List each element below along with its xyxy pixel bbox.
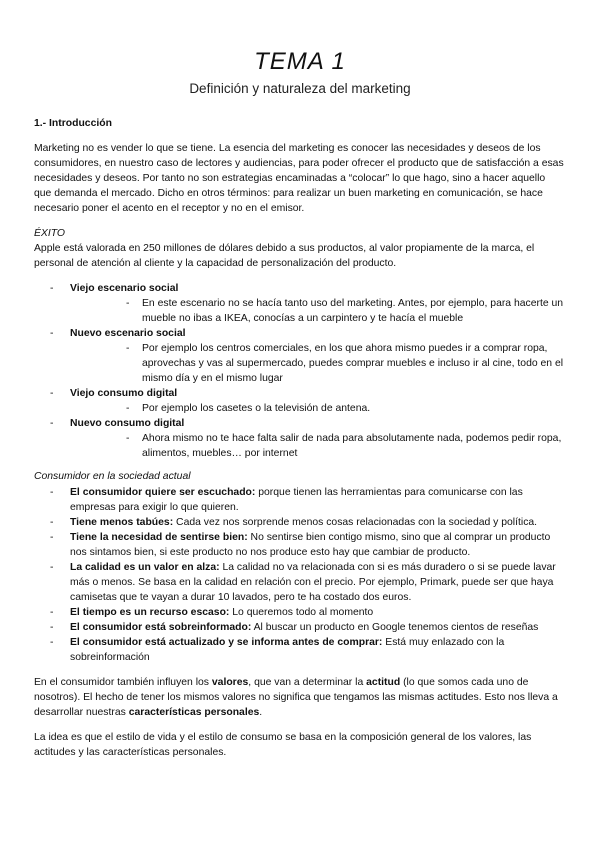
item-bold: Tiene menos tabúes:: [70, 517, 174, 528]
exito-paragraph: Apple está valorada en 250 millones de dólares debido a sus productos, al valor propiamente de la marca, el personal de atención al cliente y la capacidad de personalización del producto.: [34, 243, 535, 269]
list-item: [34, 485, 564, 515]
text-run: (lo que somos cada uno de nosotros). El hecho de tener los mismos valores no significa que tengamos las mismas actitudes. Esto nos lleva a desarrollar nuestras: [34, 677, 558, 718]
item-text: Lo queremos todo al momento: [229, 607, 374, 618]
document-title: TEMA 1: [254, 48, 346, 75]
consumer-heading: Consumidor en la sociedad actual: [34, 471, 191, 482]
list-item: [34, 326, 564, 386]
text-run: , que van a determinar la: [248, 677, 367, 688]
scenario-detail: - Ahora mismo no te hace falta salir de nada para absolutamente nada, podemos pedir ropa, alimentos, muebles… por internet: [70, 431, 564, 461]
item-bold: El consumidor quiere ser escuchado:: [70, 487, 256, 498]
bold-term: actitud: [366, 677, 401, 688]
list-item: [34, 605, 564, 620]
item-bold: La calidad es un valor en alza:: [70, 562, 220, 573]
list-item: [34, 386, 564, 416]
list-item: [34, 560, 564, 605]
item-text: Al buscar un producto en Google tenemos cientos de reseñas: [251, 622, 539, 633]
item-bold: El consumidor está sobreinformado:: [70, 622, 252, 633]
list-item: [34, 416, 564, 461]
exito-label: ÉXITO: [34, 228, 65, 239]
item-text: Cada vez nos sorprende menos cosas relacionadas con la sociedad y política.: [173, 517, 538, 528]
list-item: [34, 515, 564, 530]
item-bold: Tiene la necesidad de sentirse bien:: [70, 532, 248, 543]
item-bold: El tiempo es un recurso escaso:: [70, 607, 230, 618]
item-text: La calidad no va relacionada con si es más duradero o si se puede lavar más o menos. Se basa en la calidad en relación con el precio. Por ejemplo, Primark, puede ser que haya camisetas que te vayan a durar 10 lavados, pero te ha costado dos euros.: [70, 562, 556, 603]
scenario-detail: - En este escenario no se hacía tanto uso del marketing. Antes, por ejemplo, para hacerte un mueble no ibas a IKEA, conocías a un carpintero y te hacía el mueble: [70, 296, 564, 326]
consumer-list: [34, 485, 564, 665]
scenario-title: Viejo consumo digital: [70, 388, 178, 399]
document-body: [34, 116, 564, 760]
item-text: porque tienen las herramientas para comunicarse con las empresas para exigir lo que quieren.: [70, 487, 523, 513]
scenario-detail: - Por ejemplo los centros comerciales, en los que ahora mismo puedes ir a comprar ropa, aprovechas y vas al supermercado, puedes comprar muebles e incluso ir al cine, todo en el mismo día y en el mismo lugar: [70, 341, 564, 386]
text-run: En el consumidor también influyen los: [34, 677, 212, 688]
item-bold: El consumidor está actualizado y se informa antes de comprar:: [70, 637, 383, 648]
scenario-title: Nuevo escenario social: [70, 328, 186, 339]
section-heading: 1.- Introducción: [34, 118, 112, 129]
scenario-title: Viejo escenario social: [70, 283, 179, 294]
list-item: [34, 635, 564, 665]
scenario-list: [34, 281, 564, 461]
text-run: .: [259, 707, 263, 718]
values-paragraph: [34, 675, 564, 720]
item-text: Está muy enlazado con la sobreinformación: [70, 637, 505, 663]
list-item: [34, 620, 564, 635]
closing-paragraph: La idea es que el estilo de vida y el estilo de consumo se basa en la composición general de los valores, las actitudes y las características personales.: [34, 732, 532, 758]
bold-term: valores: [211, 677, 249, 688]
bold-term: características personales: [128, 707, 260, 718]
document-subtitle: Definición y naturaleza del marketing: [189, 81, 411, 96]
list-item: [34, 281, 564, 326]
intro-paragraph: Marketing no es vender lo que se tiene. La esencia del marketing es conocer las necesidades y deseos de los consumidores, en nuestro caso de lectores y audiencias, para poder ofrecer el producto que de satisfacción a esas necesidades y deseos. Por tanto no son estrategias encaminadas a “colocar” lo que hago, sino a hacer aquello que demanda el mercado. Dicho en otros términos: para realizar un buen marketing en comunicación, se hace necesario poner el acento en el receptor y no en el emisor.: [34, 143, 564, 214]
item-text: No sentirse bien contigo mismo, sino que al comprar un producto nos sintamos bien, si este producto no nos produce esto hay que cambiar de producto.: [70, 532, 551, 558]
scenario-detail: - Por ejemplo los casetes o la televisión de antena.: [70, 401, 564, 416]
scenario-title: Nuevo consumo digital: [70, 418, 185, 429]
list-item: [34, 530, 564, 560]
